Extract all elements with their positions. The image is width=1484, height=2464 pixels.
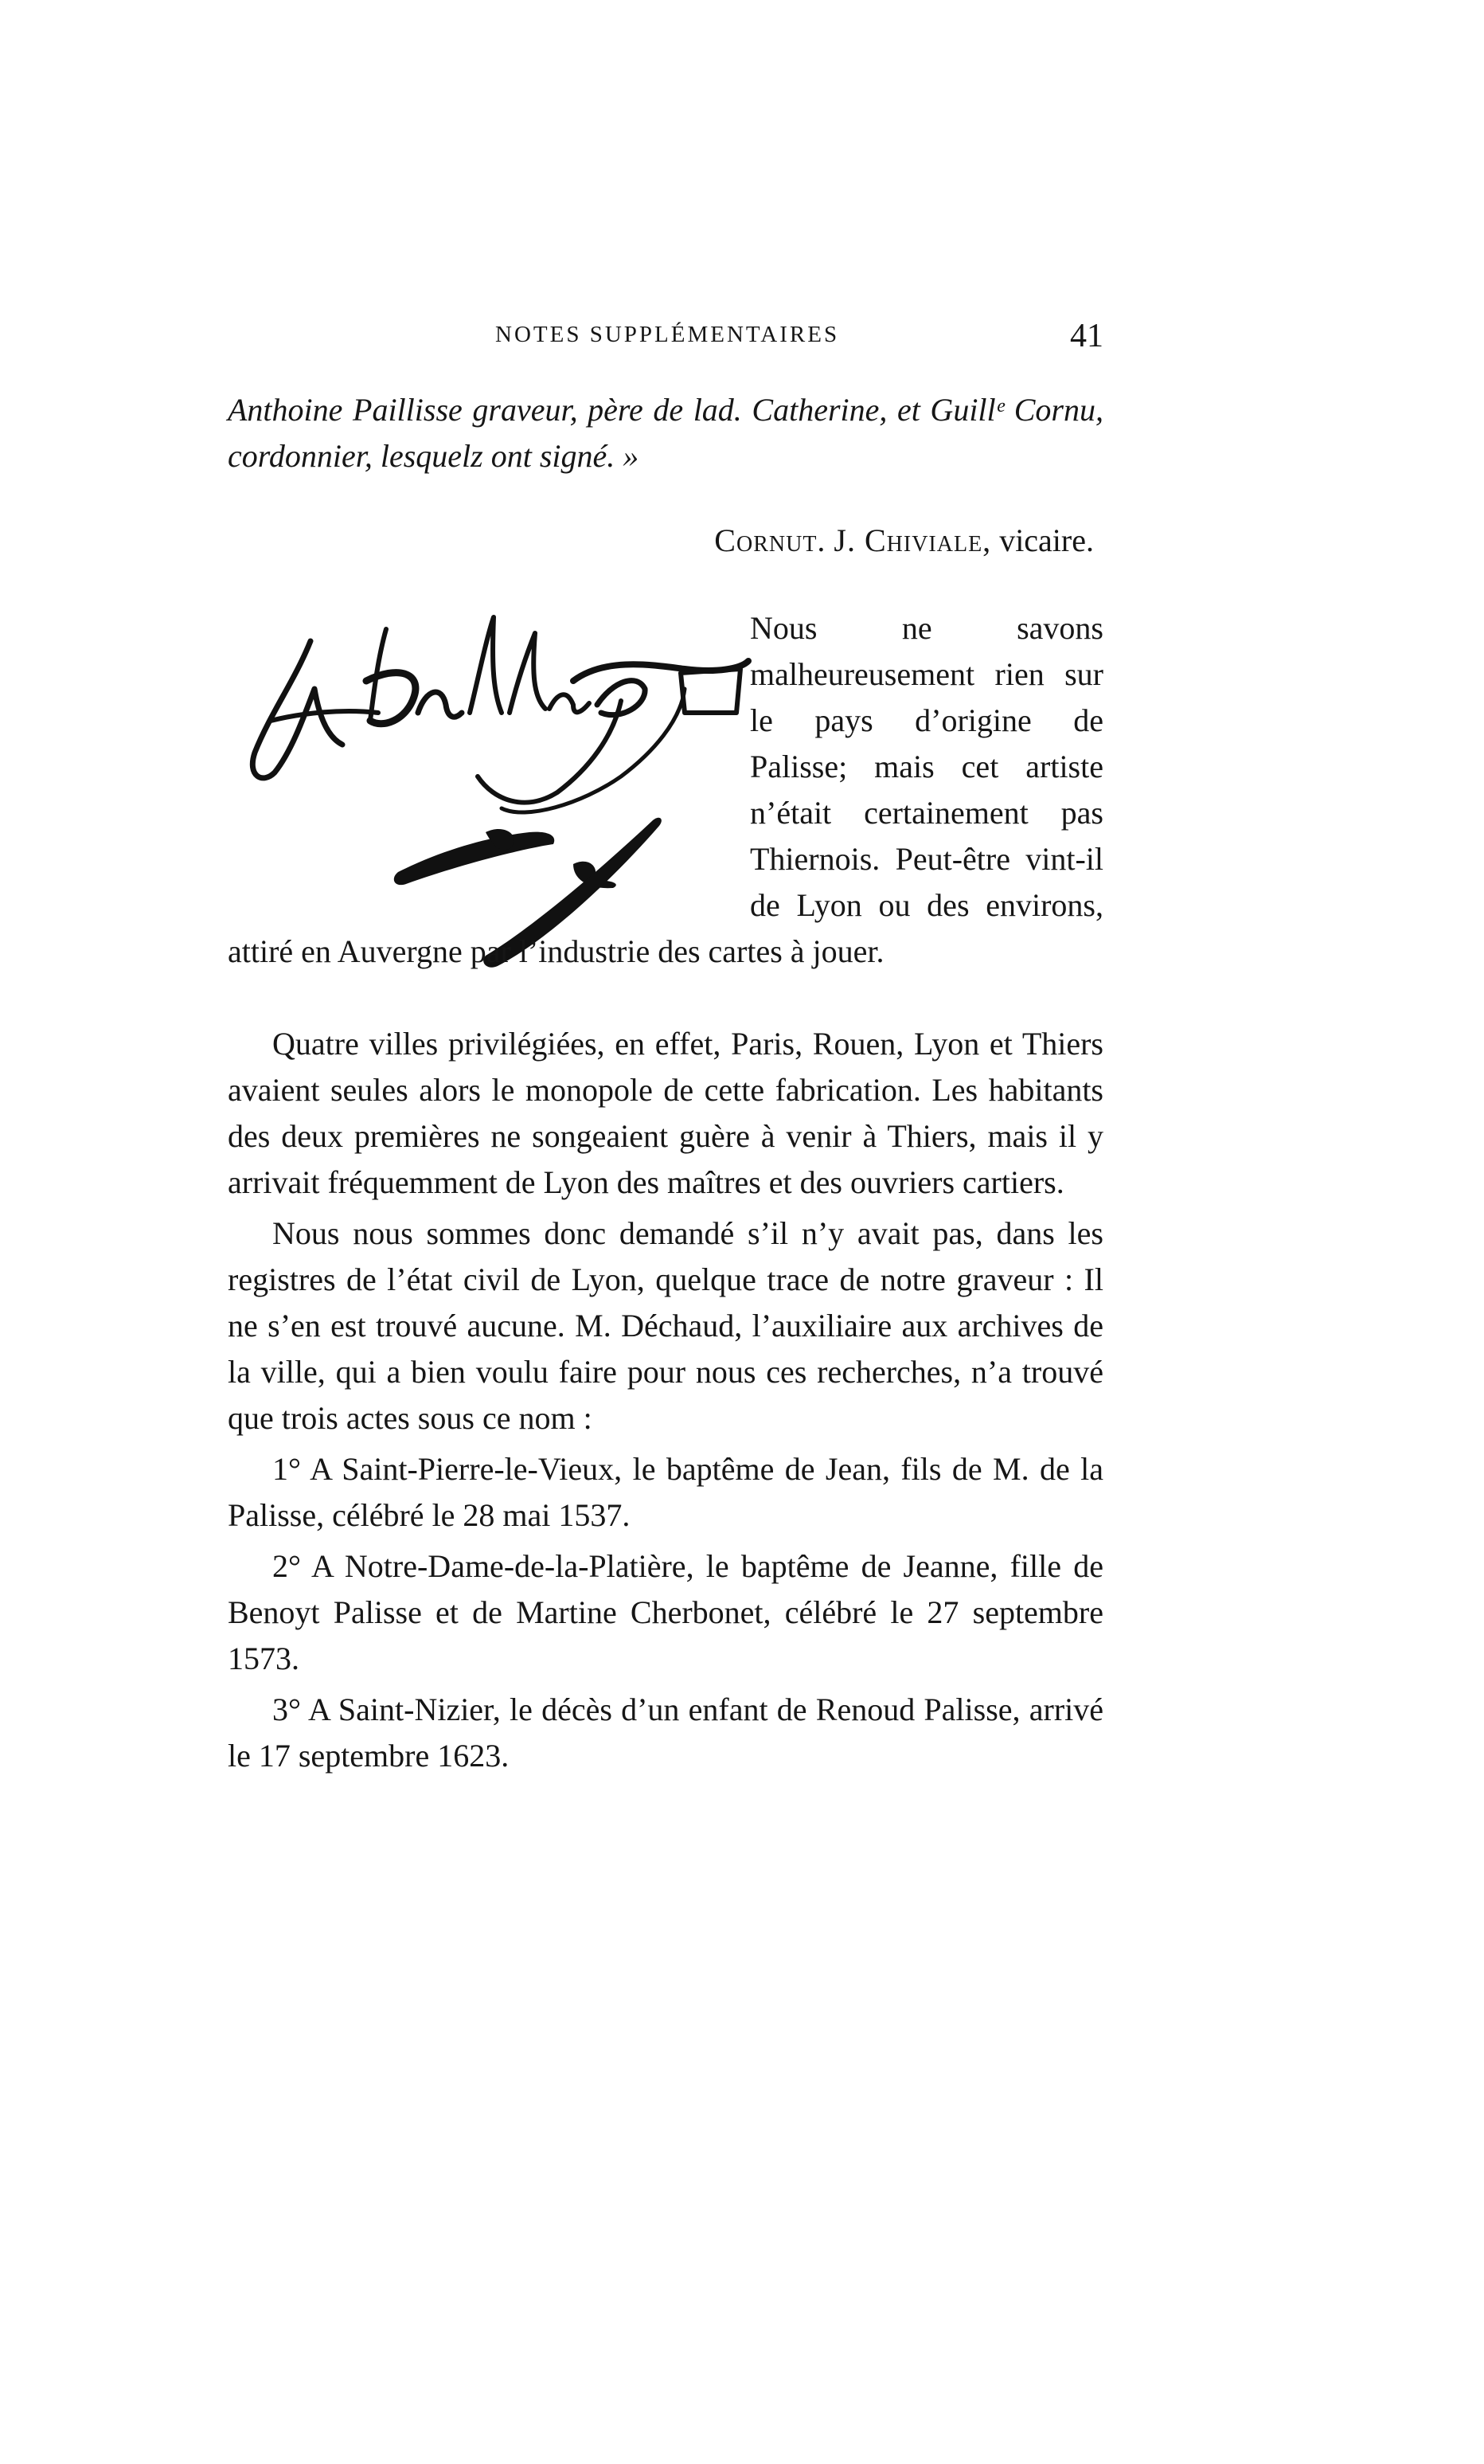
signatory-cornut: Cornut.: [714, 522, 826, 558]
running-head: [228, 318, 1103, 370]
main-text-lower: [228, 1021, 1103, 1779]
signatory-chiviale: J. Chiviale,: [834, 522, 992, 558]
paragraph-villes: Quatre villes privilégiées, en effet, Paris, Rouen, Lyon et Thiers avaient seules alors le monopole de cette fabrication. Les habitants des deux premières ne songeaient guère à venir à Thiers, mais il y arrivait fréquemment de Lyon des maîtres et des ouvriers cartiers.: [228, 1026, 1103, 1200]
paragraph-acte-3: 3° A Saint-Nizier, le décès d’un enfant de Renoud Palisse, arrivé le 17 septembre 1623.: [228, 1692, 1103, 1774]
paragraph-acte-2: 2° A Notre-Dame-de-la-Platière, le baptême de Jeanne, fille de Benoyt Palisse et de Martine Cherbonet, célébré le 27 septembre 1573.: [228, 1548, 1103, 1676]
quote-ending: Anthoine Paillisse graveur, père de lad. Catherine, et Guillᵉ Cornu, cordonnier, lesquelz ont signé. »: [228, 392, 1103, 474]
main-text-upper: [228, 605, 1103, 975]
signatory-role: vicaire.: [999, 522, 1094, 558]
running-title: NOTES SUPPLÉMENTAIRES: [495, 322, 840, 347]
signature-wrap-space: [228, 605, 750, 929]
page-number: 41: [1070, 318, 1103, 354]
signoff-line: [228, 518, 1094, 564]
paragraph-registres: Nous nous sommes donc demandé s’il n’y avait pas, dans les registres de l’état civil de Lyon, quelque trace de notre graveur : Il ne s’en est trouvé aucune. M. Déchaud, l’auxiliaire aux archives de la ville, qui a bien voulu faire pour nous ces recherches, n’a trouvé que trois actes sous ce nom :: [228, 1215, 1103, 1436]
paragraph-origin: Nous ne savons malheureusement rien sur le pays d’origine de Palisse; mais cet artiste n’était certainement pas Thiernois. Peut-être vint-il de Lyon ou des environs, attiré en Auvergne par l’industrie des cartes à jouer.: [228, 610, 1103, 969]
paragraph-acte-1: 1° A Saint-Pierre-le-Vieux, le baptême de Jean, fils de M. de la Palisse, célébré le 28 mai 1537.: [228, 1451, 1103, 1533]
